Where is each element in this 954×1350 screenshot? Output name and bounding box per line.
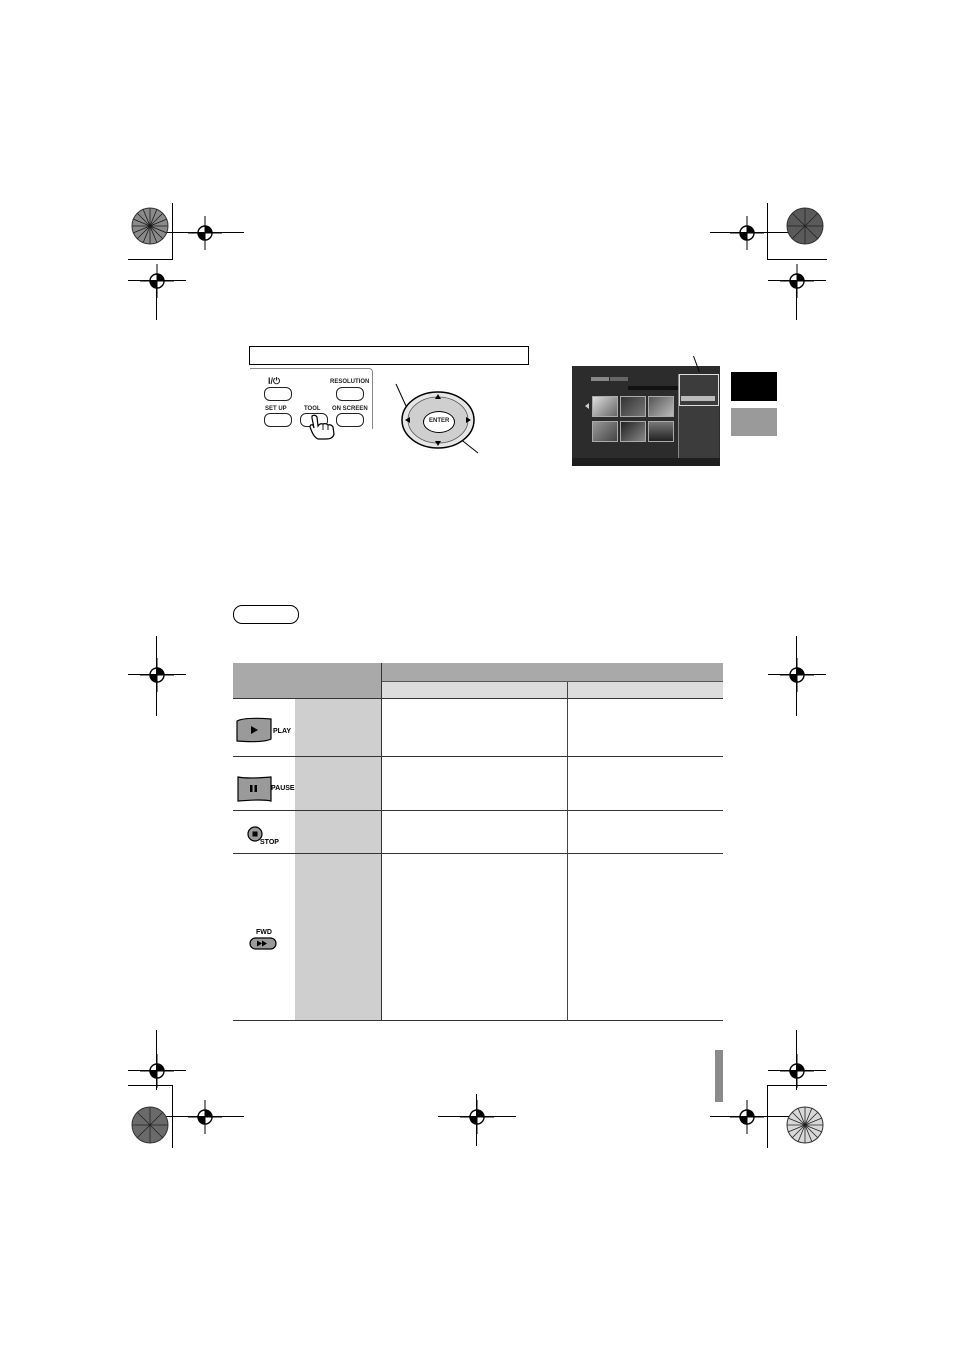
registration-target-icon — [140, 1054, 174, 1088]
left-arrow-icon — [585, 403, 589, 409]
registration-target-icon — [460, 1100, 494, 1134]
screen-tab-2 — [610, 377, 628, 381]
photo-thumbnail — [592, 396, 618, 417]
pause-button-shape[interactable] — [235, 775, 273, 803]
table-header-left — [233, 663, 381, 698]
resolution-button-label: RESOLUTION — [330, 379, 370, 385]
photo-thumbnail — [620, 421, 646, 442]
note-badge — [233, 605, 299, 624]
stop-label: STOP — [260, 839, 279, 846]
setup-button[interactable] — [264, 413, 292, 427]
onscreen-button[interactable] — [336, 413, 364, 427]
onscreen-button-label: ON SCREEN — [332, 406, 368, 412]
table-subheader-col1 — [382, 682, 567, 698]
tv-screen-illustration — [572, 366, 720, 466]
fwd-button-shape[interactable] — [249, 937, 277, 950]
registration-target-icon — [188, 216, 222, 250]
photo-thumbnail — [648, 421, 674, 442]
screen-tab-1 — [591, 377, 609, 381]
table-row-fwd — [233, 855, 295, 1020]
remote-control-illustration — [250, 368, 374, 430]
screen-footer-bar — [572, 458, 720, 466]
table-subheader-col2 — [568, 682, 723, 698]
step-heading-box — [249, 346, 529, 365]
registration-wheel-icon — [786, 207, 824, 245]
table-row-pause — [233, 757, 295, 809]
page-edge-bar — [715, 1050, 723, 1102]
registration-target-icon — [730, 216, 764, 250]
registration-target-icon — [780, 1054, 814, 1088]
operations-table — [233, 663, 723, 1023]
pause-icon — [250, 785, 253, 792]
tool-button-label: TOOL — [304, 406, 321, 412]
registration-target-icon — [780, 658, 814, 692]
play-label: PLAY — [273, 728, 292, 735]
side-tab-inactive — [731, 408, 777, 436]
stop-icon — [253, 832, 258, 837]
registration-target-icon — [780, 264, 814, 298]
screen-info-bar — [628, 386, 678, 390]
tool-menu-frame — [679, 374, 719, 406]
table-header-right — [382, 663, 723, 681]
power-button-label: I/⏻ — [268, 376, 281, 386]
registration-wheel-icon — [131, 207, 169, 245]
registration-wheel-icon — [786, 1106, 824, 1144]
photo-thumbnail — [620, 396, 646, 417]
photo-thumbnail — [648, 396, 674, 417]
table-row-stop — [233, 811, 295, 853]
registration-wheel-icon — [131, 1106, 169, 1144]
table-row-play — [233, 699, 295, 756]
resolution-button[interactable] — [336, 387, 364, 401]
tool-menu-panel — [678, 374, 719, 458]
table-label-column — [295, 699, 381, 1021]
play-button-shape[interactable] — [235, 717, 273, 743]
fwd-label: FWD — [256, 929, 272, 936]
pointing-hand-icon — [306, 414, 338, 440]
side-tab-active — [731, 372, 777, 401]
power-button[interactable] — [264, 387, 292, 401]
setup-button-label: SET UP — [265, 406, 287, 412]
photo-thumbnail — [592, 421, 618, 442]
enter-button-label: ENTER — [429, 418, 450, 424]
pause-label: PAUSE — [271, 785, 295, 792]
registration-target-icon — [730, 1100, 764, 1134]
registration-target-icon — [140, 264, 174, 298]
registration-target-icon — [140, 658, 174, 692]
registration-target-icon — [188, 1100, 222, 1134]
